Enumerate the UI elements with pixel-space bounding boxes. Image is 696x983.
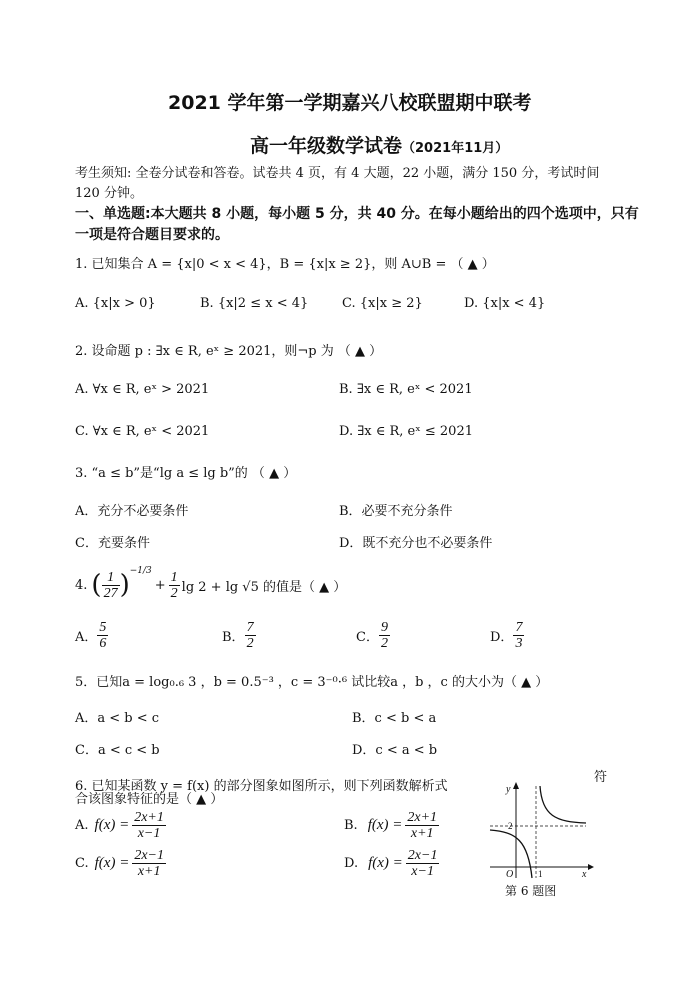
option-lhs: f(x) = [94, 855, 130, 871]
question-4-option-c [356, 620, 390, 651]
question-3-option-d: D．既不充分也不必要条件 [339, 536, 493, 551]
option-lhs: f(x) = [367, 817, 403, 833]
notice-line-1: 考生须知: 全卷分试卷和答卷。试卷共 4 页，有 4 大题，22 小题，满分 150 分，考试时间 [75, 166, 600, 181]
question-5-option-a: A．a < b < c [75, 711, 160, 726]
denominator: 2 [246, 636, 254, 651]
notice-line-2: 120 分钟。 [75, 186, 143, 201]
denominator: x+1 [410, 826, 434, 841]
origin-label: O [506, 869, 514, 880]
question-6-stem-tail: 符 [594, 770, 608, 785]
option-lhs: f(x) = [368, 855, 403, 871]
option-fraction [406, 848, 440, 879]
right-paren: ) [119, 570, 130, 600]
x-tick-label: 1 [538, 869, 543, 879]
x-axis-arrow [588, 864, 594, 870]
question-6-stem-line-2: 合该图象特征的是（ ▲ ） [75, 792, 224, 807]
question-4-stem [75, 568, 346, 602]
question-4-option-a [75, 620, 108, 651]
numerator: 7 [515, 620, 523, 635]
option-label: D． [490, 630, 514, 645]
denominator: 3 [515, 636, 523, 651]
numerator: 5 [99, 620, 107, 635]
question-3-stem: 3. “a ≤ b”是“lg a ≤ lg b”的 （ ▲ ） [75, 466, 297, 481]
question-3-option-b: B．必要不充分条件 [339, 504, 453, 519]
question-6-option-b [344, 810, 439, 841]
question-4-exponent: −1/3 [129, 566, 152, 576]
denominator: x−1 [137, 826, 161, 841]
option-label: D. [344, 856, 359, 871]
figure-caption: 第 6 题图 [505, 884, 557, 898]
numerator: 9 [380, 620, 388, 635]
denominator: x−1 [411, 864, 434, 879]
numerator: 2x−1 [407, 848, 438, 863]
question-5-option-c: C．a < c < b [75, 743, 160, 758]
option-fraction [132, 810, 166, 841]
y-axis-arrow [513, 782, 519, 789]
option-fraction [245, 620, 256, 651]
option-label: C． [356, 630, 379, 645]
question-1-option-b: B. {x|2 ≤ x < 4} [200, 296, 309, 311]
option-fraction [97, 620, 108, 651]
question-2-option-d: D. ∃x ∈ R, eˣ ≤ 2021 [339, 424, 473, 439]
numerator: 2x−1 [134, 848, 164, 863]
question-5-option-d: D．c < a < b [352, 743, 438, 758]
question-4-base-fraction [102, 570, 120, 601]
option-fraction [513, 620, 524, 651]
y-tick-label: 2 [508, 821, 513, 831]
section-heading-line-2: 一项是符合题目要求的。 [75, 227, 229, 243]
question-6-function-graph [486, 780, 596, 880]
option-fraction [132, 848, 166, 879]
question-2-option-a: A. ∀x ∈ R, eˣ > 2021 [75, 382, 210, 397]
denominator: 2 [380, 636, 388, 651]
question-2-option-c: C. ∀x ∈ R, eˣ < 2021 [75, 424, 210, 439]
numerator: 7 [246, 620, 254, 635]
question-3-option-a: A．充分不必要条件 [75, 504, 189, 519]
option-label: C. [75, 856, 89, 871]
question-6-option-d [344, 848, 439, 879]
question-5-option-b: B．c < b < a [352, 711, 437, 726]
half-numerator: 1 [170, 569, 178, 585]
right-branch-curve [540, 786, 586, 823]
question-1-option-a: A. {x|x > 0} [75, 296, 156, 311]
x-axis-label: x [582, 869, 587, 880]
section-heading-line-1: 一、单选题:本大题共 8 小题，每小题 5 分，共 40 分。在每小题给出的四个选项中，只有 [75, 206, 639, 222]
question-1-option-c: C. {x|x ≥ 2} [342, 296, 423, 311]
option-fraction [379, 620, 390, 651]
question-6-option-a [75, 810, 166, 841]
numerator: 2x+1 [407, 810, 438, 825]
question-4-rest: lg 2 + lg √5 的值是（ ▲ ） [181, 579, 347, 595]
option-label: B. [344, 818, 358, 833]
exam-title: 2021 学年第一学期嘉兴八校联盟期中联考 [168, 92, 532, 114]
question-1-stem: 1. 已知集合 A = {x|0 < x < 4}，B = {x|x ≥ 2}，则 A∪B = （ ▲ ） [75, 257, 495, 272]
question-1-option-d: D. {x|x < 4} [464, 296, 546, 311]
question-4-number: 4. [75, 577, 88, 593]
option-label: A. [75, 818, 89, 833]
question-3-option-c: C．充要条件 [75, 536, 150, 551]
denominator: x+1 [137, 864, 161, 879]
left-paren: ( [91, 570, 102, 600]
question-6-stem-line-1: 6. 已知某函数 y = f(x) 的部分图象如图所示，则下列函数解析式 [75, 779, 448, 794]
subtitle-date: （2021年11月） [402, 141, 509, 156]
numerator: 2x+1 [134, 810, 164, 825]
option-label: A． [75, 630, 98, 645]
base-denominator: 27 [103, 585, 118, 601]
base-numerator: 1 [102, 570, 120, 586]
question-4-half-fraction [169, 570, 180, 601]
question-2-stem: 2. 设命题 p : ∃x ∈ R, eˣ ≥ 2021，则¬p 为 （ ▲ ） [75, 344, 383, 359]
half-denominator: 2 [170, 585, 178, 601]
question-2-option-b: B. ∃x ∈ R, eˣ < 2021 [339, 382, 473, 397]
option-fraction [405, 810, 439, 841]
denominator: 6 [99, 636, 107, 651]
question-4-option-d [490, 620, 524, 651]
question-5-stem: 5．已知a = log₀.₆ 3 ，b = 0.5⁻³ ，c = 3⁻⁰·⁶ 试比较a ，b ，c 的大小为（ ▲ ） [75, 675, 549, 690]
y-axis-label: y [506, 784, 511, 795]
plus-sign: + [154, 577, 166, 593]
option-lhs: f(x) = [94, 817, 130, 833]
question-6-option-c [75, 848, 166, 879]
option-label: B． [222, 630, 245, 645]
subtitle-text: 高一年级数学试卷 [250, 135, 403, 157]
exam-subtitle [250, 131, 508, 158]
question-4-option-b [222, 620, 256, 651]
